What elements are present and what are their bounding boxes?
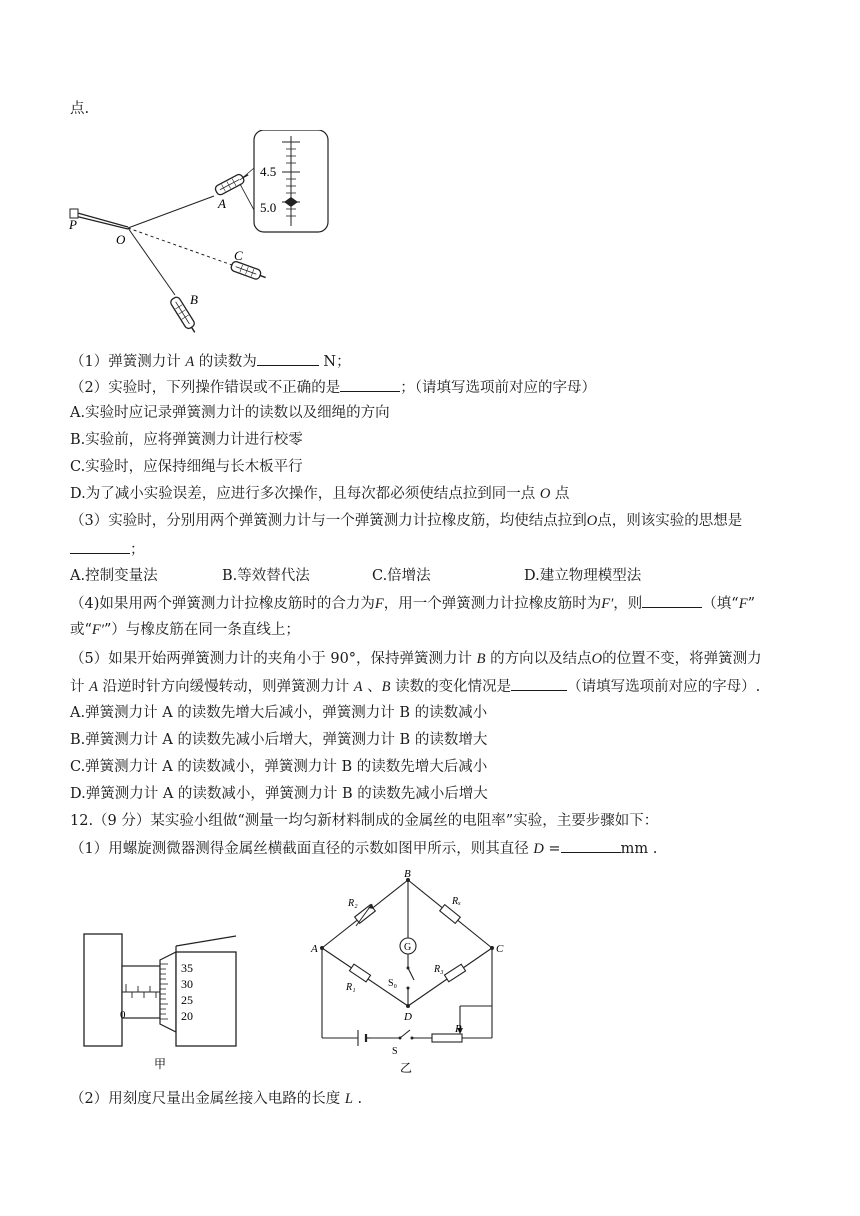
text: mm . [620, 841, 658, 857]
option-b: B.弹簧测力计 A 的读数先减小后增大，弹簧测力计 B 的读数增大 [70, 732, 488, 748]
text: ” [747, 596, 755, 612]
option-b: B.实验前，应将弹簧测力计进行校零 [70, 432, 303, 448]
option-d: D.为了减小实验误差，应进行多次操作，且每次都必须使结点拉到同一点 [70, 486, 540, 502]
option-line [70, 756, 487, 778]
label-d: D [404, 1011, 412, 1023]
var: B [476, 651, 486, 667]
rubber-band [70, 209, 128, 229]
var: F′ [601, 596, 614, 612]
option-b: B.等效替代法 [222, 568, 310, 584]
text: ”）与橡皮筋在同一条直线上； [103, 622, 300, 638]
text: 沿逆时针方向缓慢转动，则弹簧测力计 [97, 679, 354, 695]
text: （填“ [702, 596, 739, 612]
text: （1）用螺旋测微器测得金属丝横截面直径的示数如图甲所示，则其直径 [70, 841, 534, 857]
dashed-string-c [128, 228, 232, 265]
label-o: O [116, 232, 126, 247]
answer-blank[interactable] [257, 350, 319, 366]
resistor-r3 [444, 964, 465, 982]
label-b: B [190, 292, 198, 307]
option-a: A.弹簧测力计 A 的读数先增大后减小，弹簧测力计 B 的读数减小 [70, 705, 488, 721]
var: A [353, 679, 363, 695]
text: 12.（9 分）某实验小组做“测量一均匀新材料制成的金属丝的电阻率”实验，主要步骤如下： [70, 813, 659, 829]
scale-reading-box [254, 130, 328, 232]
text: N； [318, 354, 351, 370]
thimble-label: 30 [181, 977, 193, 991]
text: = [543, 841, 561, 857]
text: ； [130, 542, 145, 558]
spring-balance-c [230, 261, 267, 283]
switch-s0 [408, 968, 414, 980]
text: 、 [362, 679, 382, 695]
var: L [344, 1091, 353, 1107]
micrometer-figure [80, 928, 240, 1074]
resistor-rx [440, 905, 461, 924]
text: ，则 [613, 596, 643, 612]
string-b [128, 228, 175, 295]
var: D [533, 841, 544, 857]
answer-blank[interactable] [340, 376, 400, 392]
scale-label-bottom: 5.0 [260, 200, 277, 215]
text: 90° [325, 651, 357, 667]
text: ；（请填写选项前对应的字母） [400, 380, 596, 396]
question-5 [70, 648, 762, 670]
text: （3）实验时，分别用两个弹簧测力计与一个弹簧测力计拉橡皮筋，均使结点拉到 [70, 513, 587, 529]
label-r3: R₃ [434, 964, 444, 975]
thimble-label: 20 [181, 1009, 193, 1023]
switch-s [400, 1030, 410, 1038]
text: 的位置不变，将弹簧测力 [602, 651, 762, 667]
label-a: A [218, 196, 226, 211]
text: （1）弹簧测力计 [70, 354, 186, 370]
question-2 [70, 376, 596, 399]
var: B [381, 679, 391, 695]
question-3 [70, 510, 742, 532]
label-s: S [392, 1046, 398, 1057]
text: （2）用刻度尺量出金属丝接入电路的长度 [70, 1091, 345, 1107]
label-a: A [311, 943, 318, 955]
thimble-label: 35 [181, 961, 193, 975]
rheostat-r [432, 1034, 462, 1042]
option-a: A.实验时应记录弹簧测力计的读数以及细绳的方向 [70, 405, 390, 421]
question-12-title [70, 810, 658, 832]
label-p: P [69, 217, 77, 232]
question-12-1 [70, 837, 657, 860]
question-1 [70, 350, 351, 373]
text: 计 [70, 679, 90, 695]
var: F [374, 596, 384, 612]
text: 点 [550, 486, 570, 502]
option-c: C.实验时，应保持细绳与长木板平行 [70, 459, 303, 475]
answer-blank[interactable] [511, 675, 567, 691]
var: A [89, 679, 98, 695]
resistor-r1 [349, 964, 370, 982]
label-s0: S₀ [388, 978, 398, 989]
option-line [70, 402, 390, 424]
bridge-circuit-figure [310, 868, 520, 1076]
text: （4)如果用两个弹簧测力计拉橡皮筋时的合力为 [70, 596, 375, 612]
thimble-label: 25 [181, 993, 193, 1007]
option-a: A.控制变量法 [70, 568, 158, 584]
var: O [539, 486, 551, 502]
text: ，保持弹簧测力计 [356, 651, 477, 667]
text: 读数的变化情况是 [390, 679, 512, 695]
option-c: C.倍增法 [372, 568, 431, 584]
option-d: D.建立物理模型法 [524, 568, 642, 584]
spring-balance-a [214, 170, 250, 196]
option-line [70, 429, 303, 451]
var: F′ [91, 622, 104, 638]
label-r1: R₁ [346, 982, 356, 993]
force-table-figure [62, 130, 337, 335]
question-4 [70, 592, 755, 615]
scale-label-top: 4.5 [260, 164, 277, 179]
option-line [70, 483, 569, 505]
option-line [70, 729, 487, 751]
text: . [352, 1091, 363, 1107]
label-r: R [455, 1023, 462, 1035]
text-line [70, 98, 89, 120]
label-r2: R₂ [348, 898, 358, 909]
micrometer-zero: 0 [120, 1009, 126, 1021]
figure-caption-jia: 甲 [154, 1057, 167, 1071]
answer-blank[interactable] [642, 592, 702, 608]
text: （请填写选项前对应的字母）. [567, 679, 761, 695]
var: O [591, 651, 603, 667]
label-b: B [404, 868, 411, 880]
text: 点. [70, 101, 90, 117]
option-line [70, 456, 303, 478]
label-g: G [404, 942, 412, 953]
option-d: D.弹簧测力计 A 的读数减小，弹簧测力计 B 的读数先减小后增大 [70, 786, 488, 802]
question-12-2 [70, 1088, 362, 1110]
var: A [185, 354, 195, 370]
option-line [70, 702, 487, 724]
text: （2）实验时，下列操作错误或不正确的是 [70, 380, 341, 396]
option-line [70, 783, 488, 805]
answer-blank[interactable] [70, 538, 130, 554]
answer-blank[interactable] [561, 837, 621, 853]
label-c: C [496, 943, 504, 955]
figure-caption-yi: 乙 [400, 1061, 413, 1075]
text: （5）如果开始两弹簧测力计的夹角小于 [70, 651, 326, 667]
text: ，用一个弹簧测力计拉橡皮筋时为 [383, 596, 602, 612]
option-c: C.弹簧测力计 A 的读数减小，弹簧测力计 B 的读数先增大后减小 [70, 759, 488, 775]
text: 的读数为 [194, 354, 257, 370]
text: 或“ [70, 622, 92, 638]
question-4-cont [70, 619, 300, 641]
question-3-cont [70, 538, 145, 561]
label-rx: Rₓ [452, 896, 461, 907]
string-a [128, 196, 214, 228]
var: F [738, 596, 748, 612]
var: O [586, 513, 598, 529]
text: 点，则该实验的思想是 [597, 513, 743, 529]
question-5-cont [70, 675, 760, 698]
label-c: C [234, 248, 243, 263]
text: 的方向以及结点 [485, 651, 592, 667]
